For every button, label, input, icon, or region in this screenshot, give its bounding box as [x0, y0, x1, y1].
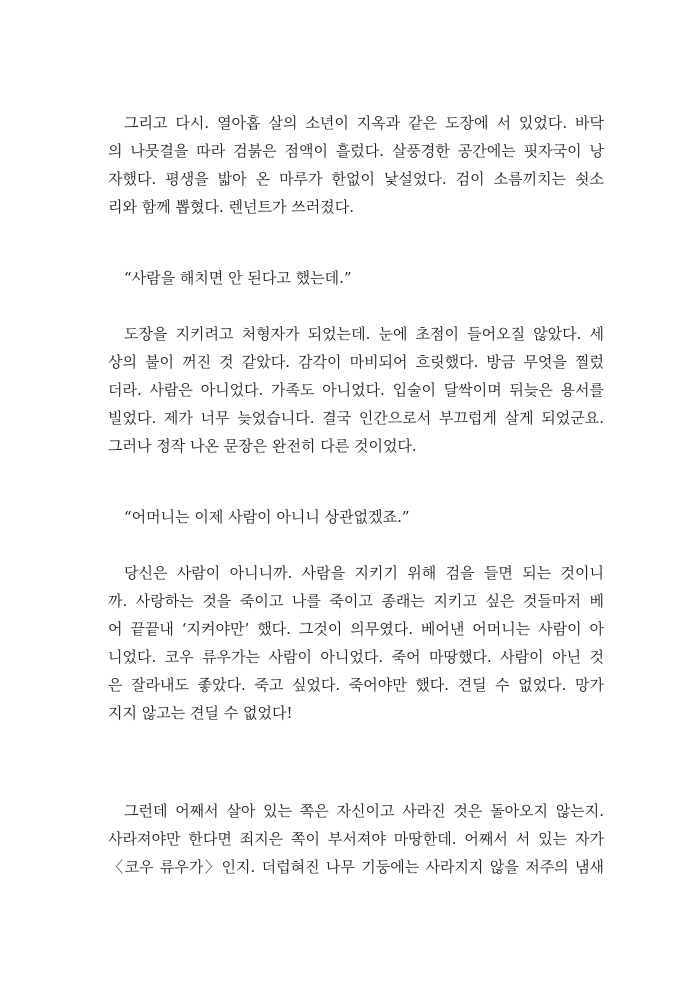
paragraph-line: 어 끝끝내 ‘지켜야만’ 했다. 그것이 의무였다. 베어낸 어머니는 사람이 아: [108, 620, 604, 638]
paragraph-line: 지지 않고는 견딜 수 없었다!: [108, 704, 293, 722]
paragraph-line: 그런데 어째서 살아 있는 쪽은 자신이고 사라진 것은 돌아오지 않는지.: [124, 802, 604, 820]
dialogue-1: [108, 264, 604, 292]
paragraph-line: 니었다. 코우 류우가는 사람이 아니었다. 죽어 마땅했다. 사람이 아닌 것: [108, 648, 604, 666]
dialogue-line: “어머니는 이제 사람이 아니니 상관없겠죠.”: [124, 508, 410, 526]
paragraph-line: 도장을 지키려고 처형자가 되었는데. 눈에 초점이 들어오질 않았다. 세: [124, 325, 604, 343]
paragraph-line: 사라져야만 한다면 죄지은 쪽이 부서져야 마땅한데. 어째서 서 있는 자가: [108, 830, 604, 848]
paragraph-2: [108, 320, 604, 460]
paragraph-line: 그리고 다시. 열아홉 살의 소년이 지옥과 같은 도장에 서 있었다. 바닥: [124, 114, 604, 132]
paragraph-line: 까. 사랑하는 것을 죽이고 나를 죽이고 종래는 지키고 싶은 것들마저 베: [108, 592, 604, 610]
paragraph-line: 더라. 사람은 아니었다. 가족도 아니었다. 입술이 달싹이며 뒤늦은 용서를: [108, 381, 604, 399]
paragraph-line: 당신은 사람이 아니니까. 사람을 지키기 위해 검을 들면 되는 것이니: [124, 564, 604, 582]
paragraph-1: [108, 109, 604, 221]
paragraph-line: 빌었다. 제가 너무 늦었습니다. 결국 인간으로서 부끄럽게 살게 되었군요.: [108, 409, 604, 427]
paragraph-line: 은 잘라내도 좋았다. 죽고 싶었다. 죽어야만 했다. 견딜 수 없었다. 망가: [108, 676, 604, 694]
paragraph-line: 〈코우 류우가〉인지. 더럽혀진 나무 기둥에는 사라지지 않을 저주의 냄새: [108, 858, 604, 876]
paragraph-line: 리와 함께 뽑혔다. 렌넌트가 쓰러졌다.: [108, 198, 354, 216]
paragraph-line: 자했다. 평생을 밟아 온 마루가 한없이 낯설었다. 검이 소름끼치는 쇳소: [108, 170, 604, 188]
dialogue-line: “사람을 해치면 안 된다고 했는데.”: [124, 269, 352, 287]
paragraph-line: 의 나뭇결을 따라 검붉은 점액이 흘렀다. 살풍경한 공간에는 핏자국이 낭: [108, 142, 604, 160]
paragraph-4: [108, 797, 604, 881]
paragraph-line: 상의 불이 꺼진 것 같았다. 감각이 마비되어 흐릿했다. 방금 무엇을 찔렀: [108, 353, 604, 371]
dialogue-2: [108, 503, 604, 531]
paragraph-3: [108, 559, 604, 727]
paragraph-line: 그러나 정작 나온 문장은 완전히 다른 것이었다.: [108, 437, 417, 455]
